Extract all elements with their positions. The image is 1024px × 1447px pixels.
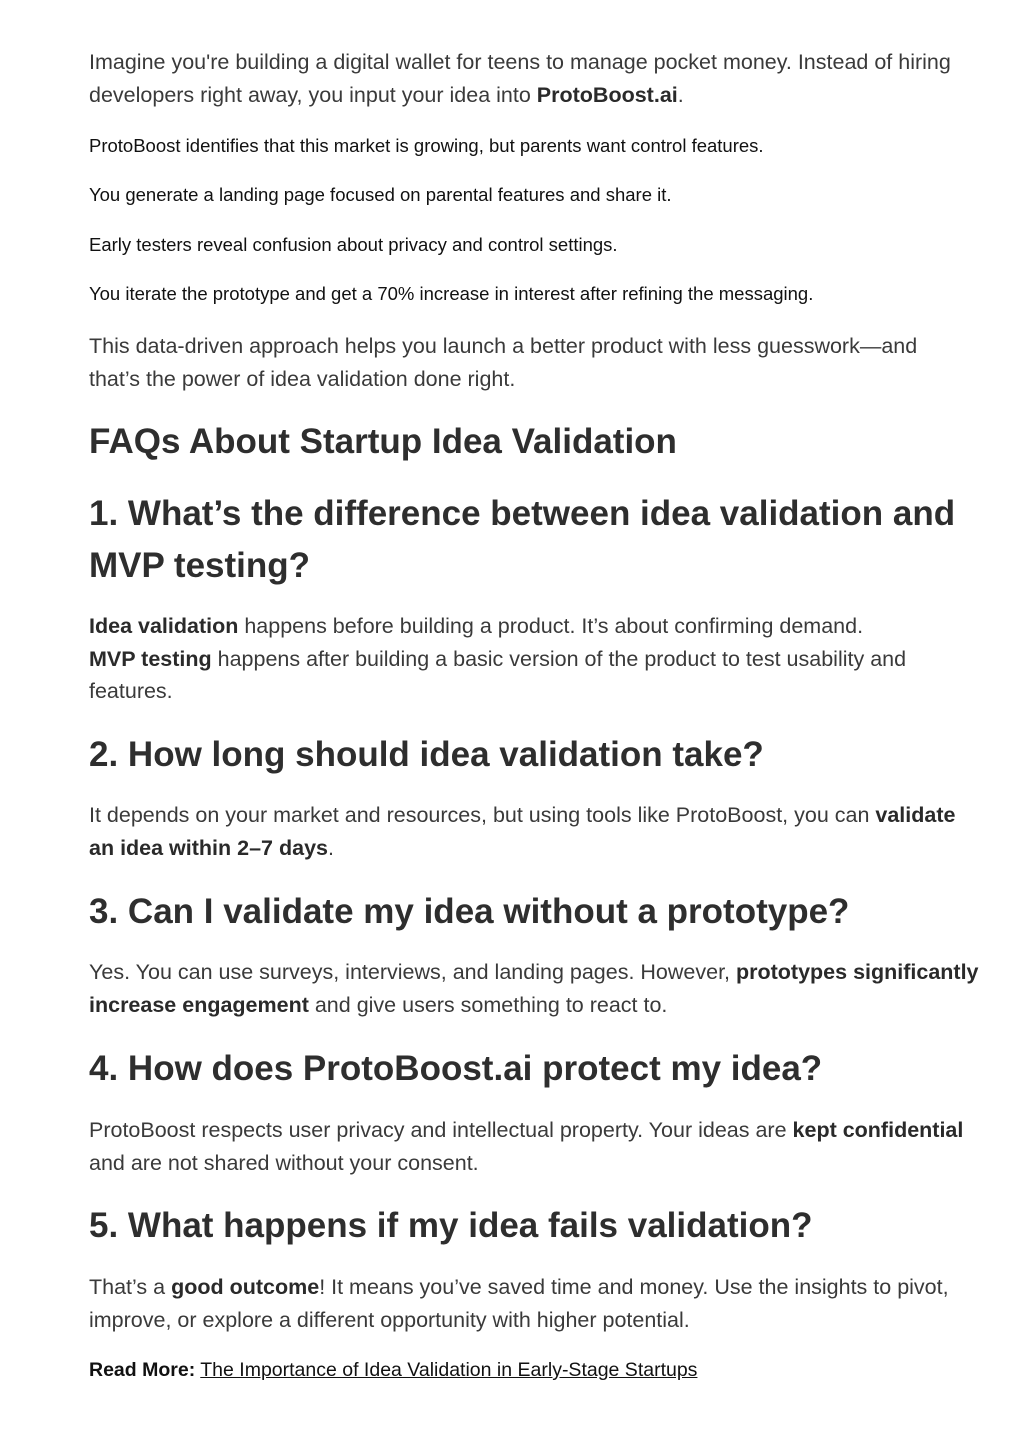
faq-section-heading: FAQs About Startup Idea Validation [89,422,677,461]
faq-answer-text: happens after building a basic version of the product to test usability and features. [89,646,907,703]
intro-end: . [677,82,684,107]
faq-answer-2 [89,799,979,864]
step-item: Early testers reveal confusion about privacy and control settings. [89,234,618,255]
read-more-link[interactable]: The Importance of Idea Validation in Early-Stage Startups [200,1359,698,1381]
faq-answer-text: That’s a [89,1275,172,1299]
intro-paragraph [89,46,969,111]
step-item: ProtoBoost identifies that this market is growing, but parents want control features. [89,135,764,156]
faq-answer-text: ProtoBoost respects user privacy and intellectual property. Your ideas are [89,1118,793,1142]
outro-paragraph: This data-driven approach helps you launch a better product with less guesswork—and that’s the power of idea validation done right. [89,334,918,391]
faq-question-1: 1. What’s the difference between idea validation and MVP testing? [89,494,956,585]
faq-question-2: 2. How long should idea validation take? [89,735,764,774]
faq-answer-4 [89,1114,979,1179]
faq-answer-bold: kept confidential [792,1118,964,1142]
faq-question-5: 5. What happens if my idea fails validation? [89,1206,813,1245]
faq-answer-bold: good outcome [171,1275,320,1299]
faq-answer-text: It depends on your market and resources, but using tools like ProtoBoost, you can [89,803,876,827]
faq-answer-text: . [327,835,334,860]
faq-answer-text: happens before building a product. It’s about confirming demand. [238,614,864,638]
faq-answer-1 [89,610,979,708]
faq-answer-text: and give users something to react to. [308,992,668,1017]
read-more-label: Read More: [89,1359,196,1381]
faq-answer-bold: prototypes significantly increase engagement [89,960,979,1017]
read-more [89,1356,969,1384]
faq-answer-text: and are not shared without your consent. [89,1150,479,1175]
intro-text: Imagine you're building a digital wallet for teens to manage pocket money. Instead of hiring developers right away, you input your idea into [89,50,951,107]
faq-question-3: 3. Can I validate my idea without a prototype? [89,892,850,931]
step-item: You iterate the prototype and get a 70% increase in interest after refining the messaging. [89,283,814,304]
brand-name: ProtoBoost.ai [536,82,678,107]
faq-answer-bold: MVP testing [89,646,212,671]
faq-question-4: 4. How does ProtoBoost.ai protect my idea? [89,1049,823,1088]
faq-answer-bold: Idea validation [89,614,239,638]
faq-answer-text: Yes. You can use surveys, interviews, and landing pages. However, [89,960,736,984]
faq-answer-text: ! It means you’ve saved time and money. Use the insights to pivot, improve, or explore a different opportunity with higher potential. [89,1275,949,1332]
faq-answer-3 [89,956,979,1021]
faq-answer-5 [89,1271,979,1336]
faq-answer-bold: validate an idea within 2–7 days [89,803,956,860]
step-item: You generate a landing page focused on parental features and share it. [89,184,672,205]
